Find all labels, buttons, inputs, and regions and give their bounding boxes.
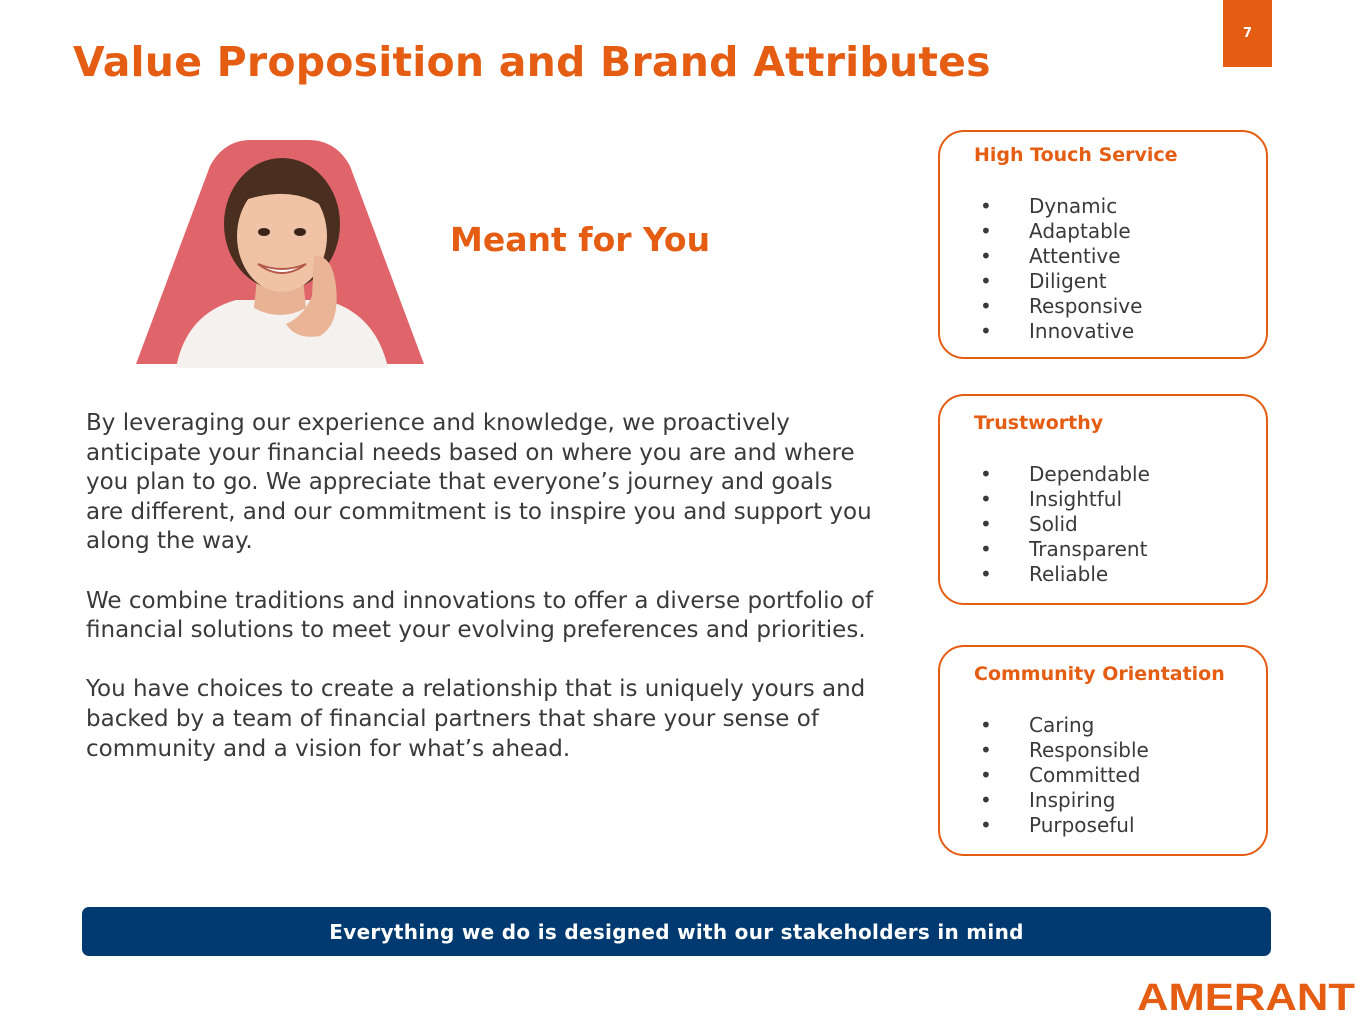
card-title: High Touch Service — [974, 144, 1178, 166]
card-title: Community Orientation — [974, 663, 1225, 685]
body-paragraph: By leveraging our experience and knowledge, we proactively anticipate your financial needs based on where you are and where you plan to go. We appreciate that everyone’s journey and goals are different, and our commitment is to inspire you and support you along the way. — [86, 410, 872, 555]
logo-text: AMERANT — [1137, 978, 1355, 1014]
list-item — [980, 487, 1150, 512]
bullet: • — [980, 319, 992, 343]
list-item-label: Purposeful — [1029, 813, 1135, 837]
list-item-label: Attentive — [1029, 244, 1121, 268]
bullet: • — [980, 244, 992, 268]
list-item-label: Responsive — [1029, 294, 1143, 318]
attribute-list — [980, 194, 1142, 344]
list-item-label: Insightful — [1029, 487, 1123, 511]
card-title: Trustworthy — [974, 412, 1104, 434]
bullet: • — [980, 537, 992, 561]
list-item — [980, 294, 1142, 319]
list-item — [980, 738, 1149, 763]
bullet: • — [980, 738, 992, 762]
bullet: • — [980, 763, 992, 787]
attribute-card-high-touch-service — [938, 130, 1268, 359]
bullet: • — [980, 713, 992, 737]
bullet: • — [980, 487, 992, 511]
list-item — [980, 763, 1149, 788]
bullet: • — [980, 294, 992, 318]
list-item — [980, 194, 1142, 219]
portrait-image — [136, 136, 426, 368]
list-item — [980, 462, 1150, 487]
tagline: Meant for You — [450, 220, 711, 259]
body-paragraph: We combine traditions and innovations to offer a diverse portfolio of financial solutions to meet your evolving preferences and priorities. — [86, 587, 874, 644]
list-item-label: Responsible — [1029, 738, 1149, 762]
footer-banner: Everything we do is designed with our stakeholders in mind — [82, 907, 1271, 956]
bullet: • — [980, 788, 992, 812]
list-item-label: Caring — [1029, 713, 1095, 737]
bullet: • — [980, 562, 992, 586]
list-item-label: Dependable — [1029, 462, 1150, 486]
body-paragraph: You have choices to create a relationship that is uniquely yours and backed by a team of financial partners that share your sense of community and a vision for what’s ahead. — [86, 676, 866, 762]
attribute-list — [980, 462, 1150, 587]
slide-title: Value Proposition and Brand Attributes — [73, 38, 991, 86]
list-item — [980, 269, 1142, 294]
body-text — [86, 409, 876, 794]
list-item — [980, 788, 1149, 813]
list-item-label: Dynamic — [1029, 194, 1118, 218]
list-item — [980, 813, 1149, 838]
attribute-card-trustworthy — [938, 394, 1268, 605]
attribute-list — [980, 713, 1149, 838]
list-item — [980, 219, 1142, 244]
list-item-label: Solid — [1029, 512, 1078, 536]
list-item — [980, 713, 1149, 738]
list-item-label: Reliable — [1029, 562, 1109, 586]
page-number: 7 — [1223, 0, 1272, 67]
bullet: • — [980, 512, 992, 536]
list-item-label: Innovative — [1029, 319, 1135, 343]
bullet: • — [980, 462, 992, 486]
bullet: • — [980, 813, 992, 837]
list-item-label: Committed — [1029, 763, 1141, 787]
bullet: • — [980, 219, 992, 243]
list-item — [980, 319, 1142, 344]
list-item — [980, 562, 1150, 587]
list-item — [980, 537, 1150, 562]
bullet: • — [980, 194, 992, 218]
list-item — [980, 512, 1150, 537]
amerant-logo — [1137, 978, 1355, 1014]
list-item-label: Adaptable — [1029, 219, 1131, 243]
bullet: • — [980, 269, 992, 293]
attribute-card-community-orientation — [938, 645, 1268, 856]
list-item-label: Diligent — [1029, 269, 1107, 293]
list-item-label: Transparent — [1029, 537, 1148, 561]
list-item — [980, 244, 1142, 269]
list-item-label: Inspiring — [1029, 788, 1116, 812]
